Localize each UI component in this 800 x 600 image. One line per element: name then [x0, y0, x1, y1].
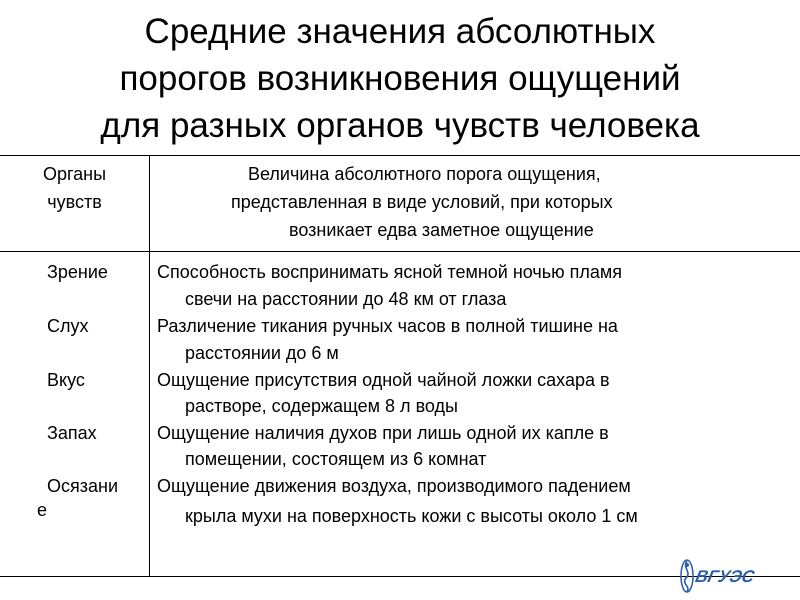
desc-vision-line-2: свечи на расстоянии до 48 км от глаза: [185, 289, 507, 309]
organ-vision: Зрение: [47, 262, 108, 282]
page-title: [0, 8, 800, 149]
header-threshold-line-2: представленная в виде условий, при которых: [231, 192, 613, 212]
header-bottom-border: [0, 251, 800, 252]
header-organs-line-1: Органы: [42, 164, 107, 184]
svg-text:ВГУЭС: ВГУЭС: [693, 566, 757, 586]
title-line-2: порогов возникновения ощущений: [119, 59, 681, 98]
desc-hearing-line-1: Различение тикания ручных часов в полной тишине на: [157, 316, 618, 336]
table-top-border: [0, 155, 800, 156]
header-organs-line-2: чувств: [47, 192, 102, 212]
desc-taste-line-1: Ощущение присутствия одной чайной ложки сахара в: [157, 370, 610, 390]
organ-smell: Запах: [47, 423, 97, 443]
header-threshold-line-1: Величина абсолютного порога ощущения,: [248, 164, 601, 184]
desc-smell-line-1: Ощущение наличия духов при лишь одной их капле в: [157, 423, 609, 443]
organ-taste: Вкус: [47, 370, 85, 390]
organ-hearing: Слух: [47, 316, 89, 336]
organ-touch-line-2: е: [37, 500, 48, 520]
header-threshold: [150, 160, 800, 244]
header-threshold-line-3: возникает едва заметное ощущение: [289, 220, 594, 240]
title-line-1: Средние значения абсолютных: [144, 12, 656, 51]
university-logo: [678, 556, 774, 596]
desc-hearing-line-2: расстоянии до 6 м: [185, 343, 339, 363]
header-organs: [0, 160, 149, 216]
title-line-3: для разных органов чувств человека: [100, 106, 700, 145]
desc-smell-line-2: помещении, состоящем из 6 комнат: [185, 449, 487, 469]
desc-taste-line-2: растворе, содержащем 8 л воды: [185, 396, 458, 416]
university-logo-icon: [678, 556, 774, 596]
organ-touch-line-1: Осязани: [47, 476, 119, 496]
desc-vision-line-1: Способность воспринимать ясной темной ночью пламя: [157, 262, 623, 282]
desc-touch-line-1: Ощущение движения воздуха, производимого падением: [157, 476, 631, 496]
desc-touch-line-2: крыла мухи на поверхность кожи с высоты около 1 см: [185, 506, 638, 526]
